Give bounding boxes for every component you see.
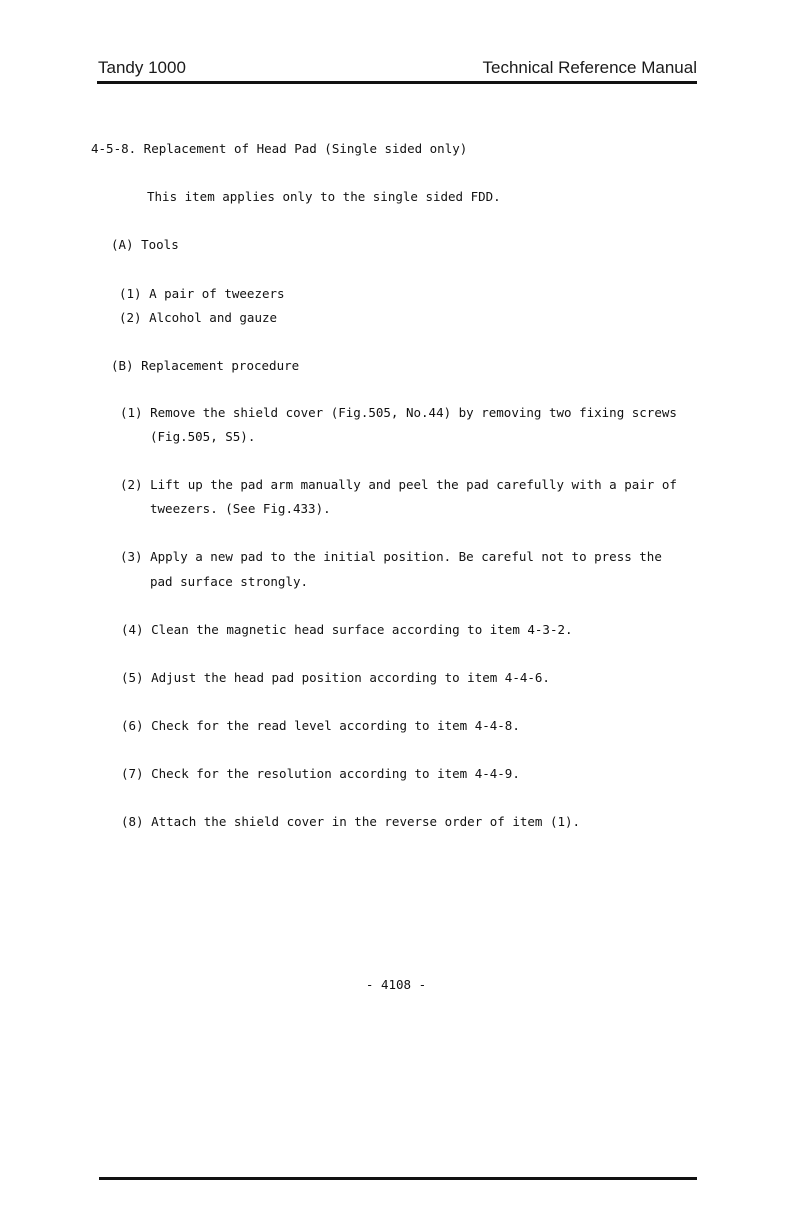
procedure-step-2: (2) Lift up the pad arm manually and peel the pad carefully with a pair of — [120, 477, 677, 492]
procedure-step-2-cont: tweezers. (See Fig.433). — [150, 501, 331, 516]
procedure-step-1: (1) Remove the shield cover (Fig.505, No.44) by removing two fixing screws — [120, 405, 677, 420]
procedure-step-5: (5) Adjust the head pad position according to item 4-4-6. — [121, 670, 550, 685]
procedure-step-4: (4) Clean the magnetic head surface according to item 4-3-2. — [121, 622, 573, 637]
procedure-heading: (B) Replacement procedure — [111, 358, 300, 373]
section-intro: This item applies only to the single sided FDD. — [147, 189, 501, 204]
tools-item-1: (1) A pair of tweezers — [119, 286, 285, 301]
procedure-step-7: (7) Check for the resolution according to item 4-4-9. — [121, 766, 520, 781]
tools-item-2: (2) Alcohol and gauze — [119, 310, 278, 325]
procedure-step-8: (8) Attach the shield cover in the reverse order of item (1). — [121, 814, 581, 829]
section-title: 4-5-8. Replacement of Head Pad (Single sided only) — [91, 141, 468, 156]
page-number: - 4108 - — [365, 977, 427, 992]
procedure-step-3-cont: pad surface strongly. — [150, 574, 309, 589]
header-rule — [97, 81, 697, 84]
footer-rule — [99, 1177, 697, 1180]
procedure-step-3: (3) Apply a new pad to the initial position. Be careful not to press the — [120, 549, 662, 564]
tools-heading: (A) Tools — [111, 237, 179, 252]
procedure-step-1-cont: (Fig.505, S5). — [150, 429, 256, 444]
procedure-step-6: (6) Check for the read level according to item 4-4-8. — [121, 718, 520, 733]
header-title-left: Tandy 1000 — [98, 58, 186, 77]
header-title-right: Technical Reference Manual — [482, 58, 697, 77]
